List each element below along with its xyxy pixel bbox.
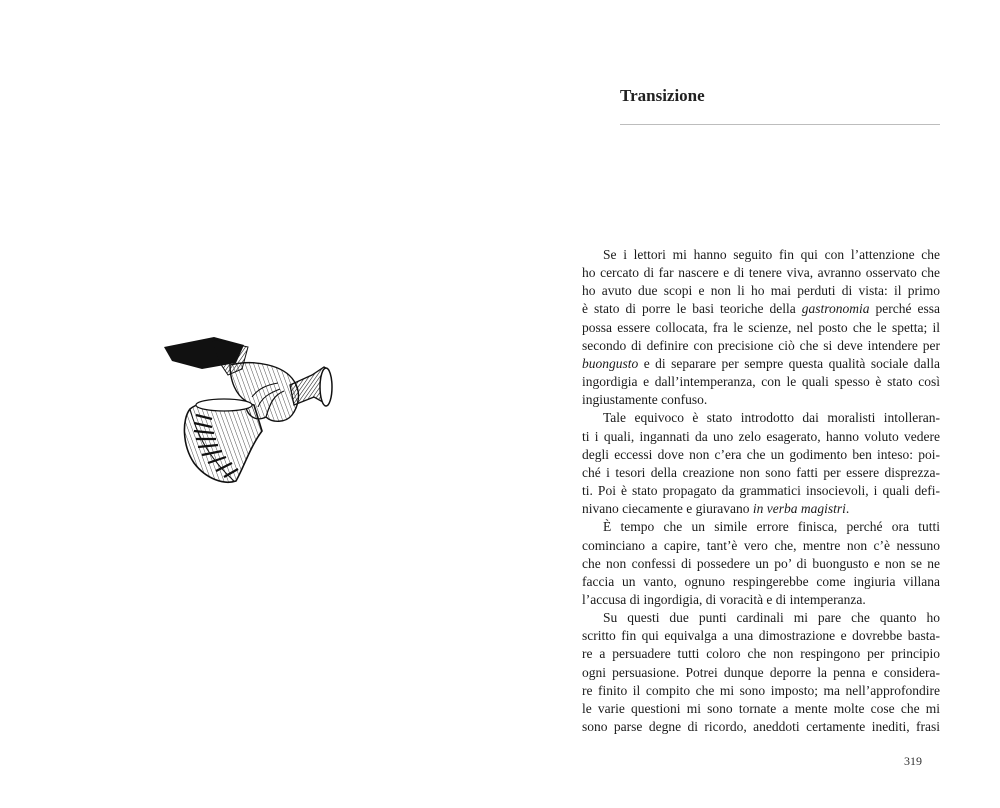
text-run: secondo di definire con precisione ciò che si deve intendere per	[582, 337, 940, 353]
paragraph	[582, 246, 940, 409]
text-line	[582, 573, 940, 591]
text-line	[582, 682, 940, 700]
text-run: le varie questioni mi sono tornate a mente molte cose che mi	[582, 700, 940, 716]
italic-term: gastronomia	[801, 301, 870, 317]
text-line	[582, 319, 940, 337]
text-run: l’accusa di ingordigia, di voracità e di intemperanza.	[582, 591, 866, 607]
text-run: ingiustamente confuso.	[582, 392, 708, 408]
text-run: possa essere collocata, fra le scienze, nel posto che le spetta; il	[582, 319, 940, 335]
text-run: ogni persuasione. Potrei dunque deporre la penna e considera-	[582, 664, 940, 680]
text-run: faccia un vanto, ognuno respingerebbe come ingiuria villana	[582, 573, 940, 589]
text-line	[582, 300, 940, 318]
italic-term: buongusto	[582, 355, 639, 371]
text-line	[582, 337, 940, 355]
text-run: È tempo che un simile errore finisca, perché ora tutti	[603, 519, 940, 535]
text-line	[582, 609, 940, 627]
text-line	[582, 664, 940, 682]
text-line	[582, 246, 940, 264]
text-run: Su questi due punti cardinali mi pare che quanto ho	[603, 610, 940, 626]
text-line	[582, 591, 940, 609]
text-line	[582, 537, 940, 555]
page-number: 319	[904, 754, 922, 768]
text-line	[582, 482, 940, 500]
title-rule	[620, 124, 940, 125]
text-line	[582, 373, 940, 391]
text-run: ho cercato di far nascere e di tenere viva, avranno osservato che	[582, 265, 940, 281]
paragraph	[582, 518, 940, 609]
text-line	[582, 718, 940, 736]
text-run: e di separare per sempre questa qualità sociale dalla	[638, 355, 940, 371]
text-line	[582, 464, 940, 482]
text-line	[582, 700, 940, 718]
text-line	[582, 409, 940, 427]
text-run: Tale equivoco è stato introdotto dai moralisti intolleran-	[603, 410, 940, 426]
text-line	[582, 555, 940, 573]
text-line	[582, 518, 940, 536]
text-run: re a persuadere tutti coloro che non respingono per principio	[582, 646, 940, 662]
text-run: nivano ciecamente e giuravano	[582, 501, 753, 517]
text-line	[582, 355, 940, 373]
text-run: ti i quali, ingannati da uno zelo esagerato, hanno voluto vedere	[582, 428, 940, 444]
hand-holding-chalice-icon	[162, 335, 338, 487]
text-run: ho avuto due scopi e non li ho mai perduti di vista: il primo	[582, 283, 940, 299]
text-run: cominciano a capire, tant’è vero che, mentre non c’è nessuno	[582, 537, 940, 553]
text-run: scritto fin qui equivalga a una dimostrazione e dovrebbe basta-	[582, 628, 940, 644]
text-run: perché essa	[869, 301, 940, 317]
text-run: degli eccessi dove non c’era che un godimento ben inteso: poi-	[582, 446, 940, 462]
text-line	[582, 264, 940, 282]
text-run: che non confessi di possedere un po’ di buongusto e non se ne	[582, 555, 940, 571]
text-run: sono parse degne di ricordo, aneddoti certamente inediti, frasi	[582, 719, 940, 735]
text-run: ingordigia e dall’intemperanza, con le quali spesso è stato così	[582, 374, 940, 390]
text-line	[582, 500, 940, 518]
text-run: ti. Poi è stato propagato da grammatici insocievoli, i quali defi-	[582, 483, 940, 499]
page-title: Transizione	[620, 86, 705, 105]
text-line	[582, 282, 940, 300]
body-text	[582, 246, 940, 736]
text-line	[582, 446, 940, 464]
paragraph	[582, 409, 940, 518]
text-line	[582, 428, 940, 446]
italic-term: in verba magistri	[752, 501, 846, 517]
text-run: re finito il compito che mi sono imposto; ma nell’approfondire	[582, 682, 940, 698]
text-run: è stato di porre le basi teoriche della	[582, 301, 802, 317]
text-run: ché i tesori della creazione non sono fatti per essere disprezza-	[582, 464, 940, 480]
text-run: .	[845, 501, 850, 517]
text-line	[582, 627, 940, 645]
text-line	[582, 391, 940, 409]
paragraph	[582, 609, 940, 736]
text-run: Se i lettori mi hanno seguito fin qui con l’attenzione che	[603, 247, 940, 262]
text-line	[582, 645, 940, 663]
